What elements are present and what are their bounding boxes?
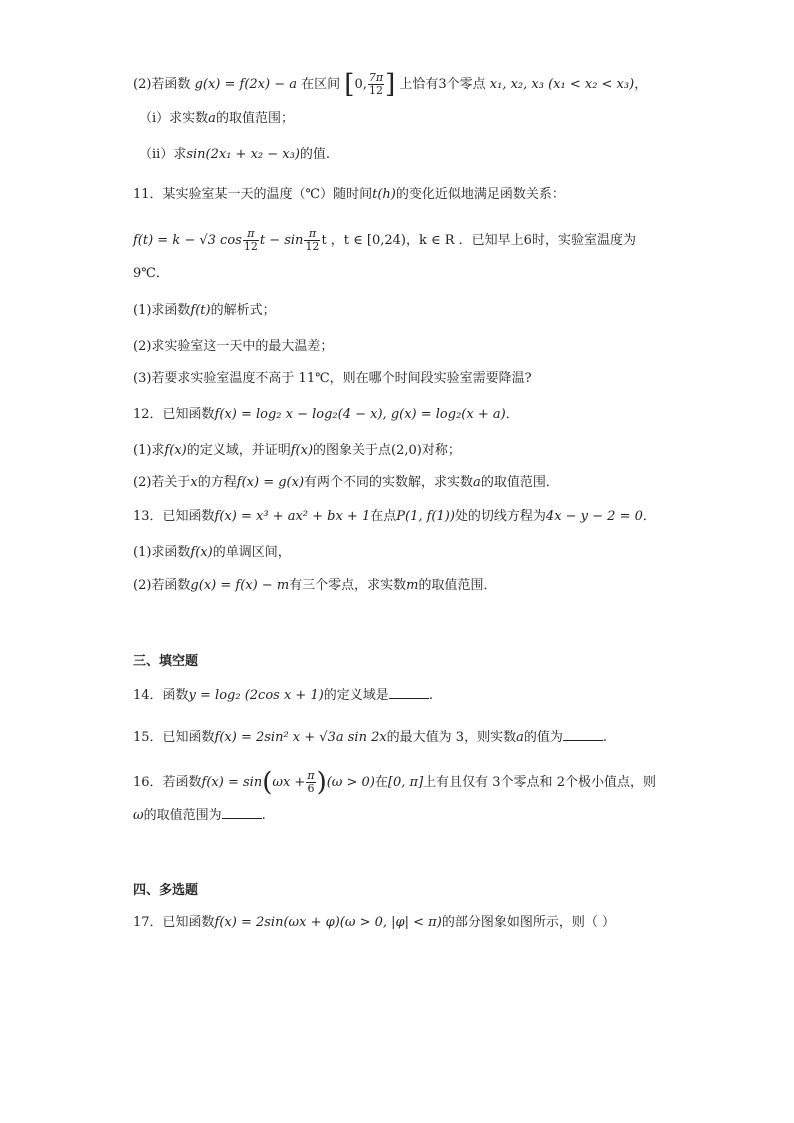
q13-intro-a: 13．已知函数 — [133, 509, 215, 524]
q16-frac-den: 6 — [307, 782, 315, 795]
interval-frac-num: 7π — [368, 71, 384, 84]
q16-frac — [306, 770, 315, 795]
q11-func-b: t − sin — [259, 233, 304, 248]
interval-left-bracket: [ — [344, 69, 355, 100]
q11-intro-a: 11．某实验室某一天的温度（℃）随时间 — [133, 187, 373, 202]
q13-sub1-a: (1)求函数 — [133, 545, 191, 560]
q11-sub1-b: 的解析式； — [210, 303, 276, 318]
q10-part2-suffix-b: ， — [634, 77, 648, 92]
q13-intro-line — [133, 508, 656, 526]
q16-line2-text: 的取值范围为 — [143, 808, 222, 823]
q15-text-b: 的最大值为 3，则实数 — [386, 730, 517, 745]
q10-part2-suffix-a: 上恰有3个零点 — [399, 77, 486, 92]
q11-sub2-line — [133, 338, 333, 356]
q12-sub1-d: 对称； — [421, 443, 461, 458]
q11-frac1 — [243, 228, 259, 253]
q10-i-var: a — [208, 111, 216, 126]
q12-sub1-pt: (2,0) — [391, 443, 422, 458]
q12-sub2-a-var: a — [473, 475, 481, 490]
q11-sub1-line — [133, 302, 276, 320]
q11-function-line — [133, 228, 636, 253]
q12-intro-b: ． — [505, 407, 519, 422]
q11-intro-var: t(h) — [372, 187, 396, 202]
q14-text-c: . — [428, 688, 433, 703]
interval-right-bracket: ] — [385, 69, 396, 100]
q14-formula: y = log₂ (2cos x + 1) — [188, 688, 324, 703]
q16-line2-var: ω — [133, 808, 144, 823]
q15-line — [133, 728, 607, 747]
q13-sub2-a: (2)若函数 — [133, 578, 191, 593]
q14-line — [133, 686, 433, 705]
q16-formula-a: f(x) = sin — [201, 775, 263, 790]
q16-left-paren: ( — [262, 767, 273, 798]
q16-interval: [0, π] — [387, 775, 424, 790]
q16-text-b: 在 — [374, 775, 388, 790]
interval-start: 0, — [354, 77, 367, 92]
q13-intro-line-eq: 4x − y − 2 = 0 — [545, 509, 643, 524]
q10-i-text-a: （i）求实数 — [139, 111, 209, 126]
q10-part2-zeros: x₁, x₂, x₃ (x₁ < x₂ < x₃) — [489, 77, 635, 92]
q16-right-paren: ) — [316, 767, 327, 798]
q13-sub1-b: 的单调区间， — [212, 545, 291, 560]
q16-text-c: 上有且仅有 3个零点和 2个极小值点，则 — [423, 775, 656, 790]
q16-line-1 — [133, 767, 656, 798]
q10-ii-text-b: 的值. — [299, 147, 331, 162]
q11-intro-b: 的变化近似地满足函数关系： — [395, 187, 565, 202]
q11-frac2-den: 12 — [305, 240, 320, 253]
q16-formula-inner: ωx + — [272, 775, 306, 790]
q13-intro-d: ． — [642, 509, 656, 524]
q11-frac2-num: π — [304, 228, 320, 241]
q16-answer-blank[interactable] — [222, 806, 262, 819]
q13-sub2-c: 的取值范围． — [418, 578, 497, 593]
q13-sub2-g: g(x) = f(x) − m — [190, 578, 290, 593]
q15-formula: f(x) = 2sin² x + √3a sin 2x — [214, 730, 387, 745]
q10-part2-middle: 在区间 — [301, 77, 341, 92]
q11-func-a: f(t) = k − √3 cos — [133, 233, 242, 248]
q12-intro-a: 12．已知函数 — [133, 407, 215, 422]
q10-ii-text-a: （ii）求 — [139, 147, 187, 162]
q11-frac1-den: 12 — [243, 240, 258, 253]
q10-part2-formula: g(x) = f(2x) − a — [194, 77, 297, 92]
q12-sub2-d: 的取值范围． — [480, 475, 559, 490]
q13-sub2-b: 有三个零点，求实数 — [289, 578, 407, 593]
q13-intro-b: 在点 — [370, 509, 397, 524]
q13-intro-formula: f(x) = x³ + ax² + bx + 1 — [214, 509, 371, 524]
q11-func-c: t ，t ∈ [0,24)，k ∈ R ．已知早上6时，实验室温度为 — [321, 233, 636, 248]
q12-intro-formula: f(x) = log₂ x − log₂(4 − x), g(x) = log₂(x + a) — [214, 407, 506, 422]
q15-text-d: . — [602, 730, 607, 745]
q10-ii-expr: sin(2x₁ + x₂ − x₃) — [186, 147, 300, 162]
q12-sub2-x: x — [190, 475, 198, 490]
q12-sub1-a: (1)求 — [133, 443, 165, 458]
q11-sub3-line — [133, 370, 532, 388]
q14-text-a: 14．函数 — [133, 688, 189, 703]
q17-text-a: 17．已知函数 — [133, 915, 215, 930]
q14-answer-blank[interactable] — [389, 686, 429, 699]
q12-sub1-f1: f(x) — [164, 443, 187, 458]
q17-formula: f(x) = 2sin(ωx + φ)(ω > 0, |φ| < π) — [214, 915, 442, 930]
q16-frac-num: π — [307, 769, 315, 782]
q15-answer-blank[interactable] — [563, 728, 603, 741]
section-4-heading: 四、多选题 — [133, 883, 199, 898]
q17-line — [133, 914, 615, 932]
q10-i-text-b: 的取值范围； — [215, 111, 294, 126]
q14-text-b: 的定义域是 — [323, 688, 389, 703]
q11-cont: 9℃． — [133, 266, 169, 281]
q12-sub1-c: 的图象关于点 — [313, 443, 392, 458]
q12-sub2-a: (2)若关于 — [133, 475, 191, 490]
section-3-heading: 三、填空题 — [133, 654, 199, 669]
q13-intro-pt: P(1, f(1)) — [396, 509, 455, 524]
q11-cont-line — [133, 265, 169, 283]
q11-sub1-a: (1)求函数 — [133, 303, 191, 318]
q15-var: a — [516, 730, 524, 745]
q17-text-b: 的部分图象如图所示，则（ ） — [441, 915, 615, 930]
q12-sub1-b: 的定义域，并证明 — [186, 443, 291, 458]
q11-frac1-num: π — [243, 228, 259, 241]
q12-sub2-c: 有两个不同的实数解，求实数 — [304, 475, 474, 490]
q16-formula-cond: (ω > 0) — [326, 775, 375, 790]
q16-line-2 — [133, 806, 266, 825]
q10-part2-ii-line — [139, 146, 330, 164]
q15-text-c: 的值为 — [523, 730, 563, 745]
q10-part2-prefix: (2)若函数 — [133, 77, 191, 92]
q13-sub1-line — [133, 544, 291, 562]
q11-intro-line — [133, 186, 565, 204]
q10-part2-line — [133, 69, 648, 100]
q12-sub2-b: 的方程 — [197, 475, 237, 490]
q11-sub2: (2)求实验室这一天中的最大温差； — [133, 339, 334, 354]
q13-intro-c: 处的切线方程为 — [454, 509, 546, 524]
q12-sub2-line — [133, 474, 559, 492]
q11-frac2 — [304, 228, 320, 253]
q12-intro-line — [133, 406, 519, 424]
interval-fraction — [368, 72, 384, 97]
q13-sub2-line — [133, 577, 497, 595]
q10-part2-i-line — [139, 110, 294, 128]
q16-line2-end: . — [261, 808, 266, 823]
q11-sub3: (3)若要求实验室温度不高于 11℃，则在哪个时间段实验室需要降温? — [133, 371, 532, 386]
q11-sub1-var: f(t) — [190, 303, 211, 318]
q12-sub1-f2: f(x) — [290, 443, 314, 458]
q12-sub2-eq: f(x) = g(x) — [236, 475, 305, 490]
interval-frac-den: 12 — [368, 84, 383, 97]
q16-text-a: 16．若函数 — [133, 775, 202, 790]
q13-sub2-m: m — [406, 578, 419, 593]
q12-sub1-line — [133, 442, 461, 460]
q13-sub1-f: f(x) — [190, 545, 213, 560]
q15-text-a: 15．已知函数 — [133, 730, 215, 745]
